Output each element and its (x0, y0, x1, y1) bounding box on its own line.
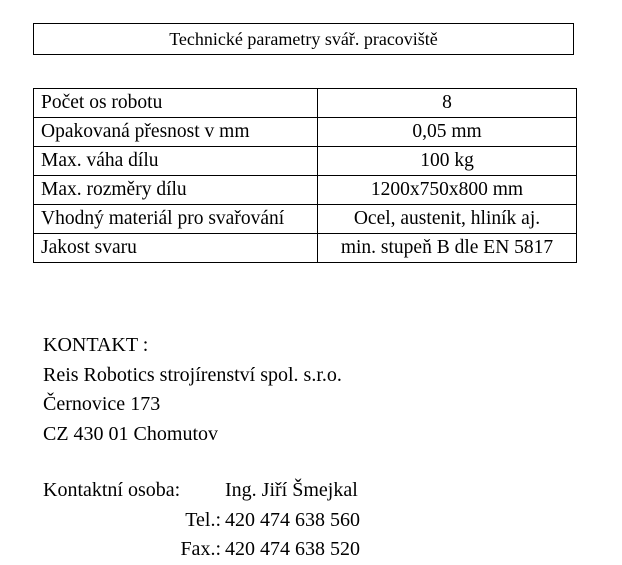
table-row (34, 176, 577, 205)
param-label: Jakost svaru (34, 234, 318, 263)
param-label: Opakovaná přesnost v mm (34, 118, 318, 147)
param-value: min. stupeň B dle EN 5817 (318, 234, 577, 263)
table-row (34, 205, 577, 234)
person-label: Kontaktní osoba: (43, 479, 181, 501)
company-name: Reis Robotics strojírenství spol. s.r.o. (43, 363, 342, 386)
table-row (34, 234, 577, 263)
param-value: 100 kg (318, 147, 577, 176)
street-address: Černovice 173 (43, 393, 161, 415)
tel-label: Tel.: (185, 508, 221, 531)
person-name: Ing. Jiří Šmejkal (225, 479, 358, 501)
param-label: Počet os robotu (34, 89, 318, 118)
fax-number: 420 474 638 520 (225, 538, 360, 560)
param-value: Ocel, austenit, hliník aj. (318, 205, 577, 234)
param-label: Vhodný materiál pro svařování (34, 205, 318, 234)
tel-row (43, 506, 360, 536)
table-row (34, 147, 577, 176)
table-row (34, 118, 577, 147)
contact-heading: KONTAKT : (43, 334, 149, 356)
param-value: 8 (318, 89, 577, 118)
fax-label: Fax.: (180, 538, 221, 560)
page-title (33, 23, 574, 55)
city-address: CZ 430 01 Chomutov (43, 422, 219, 445)
tel-number: 420 474 638 560 (225, 508, 360, 531)
parameters-table (33, 88, 577, 263)
contact-block (43, 331, 342, 449)
param-label: Max. rozměry dílu (34, 176, 318, 205)
contact-person-block (43, 476, 360, 565)
title-text: Technické parametry svář. pracoviště (169, 28, 438, 49)
param-value: 1200x750x800 mm (318, 176, 577, 205)
table-row (34, 89, 577, 118)
param-label: Max. váha dílu (34, 147, 318, 176)
param-value: 0,05 mm (318, 118, 577, 147)
person-row (43, 476, 360, 506)
fax-row (43, 535, 360, 565)
